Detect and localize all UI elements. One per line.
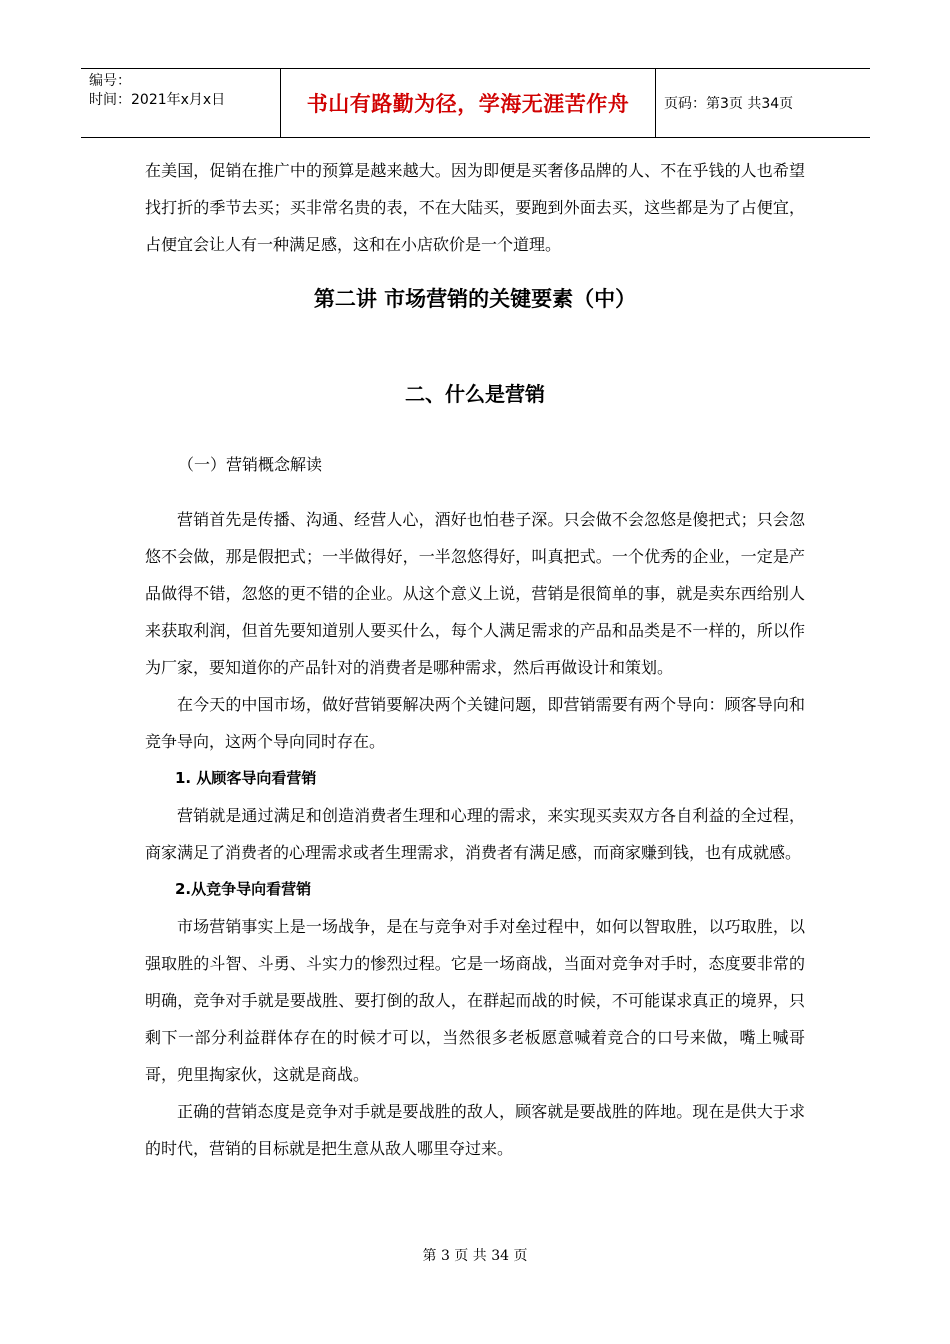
- section-title: 二、什么是营销: [405, 382, 545, 406]
- main-body: [145, 501, 805, 1167]
- document-header: [81, 68, 870, 138]
- header-time-label: 时间：2021年x月x日: [89, 92, 226, 108]
- header-meta: [81, 69, 281, 137]
- header-motto: 书山有路勤为径，学海无涯苦作舟: [281, 69, 656, 137]
- body-paragraph-4: 市场营销事实上是一场战争，是在与竞争对手对垒过程中，如何以智取胜，以巧取胜，以强取胜的斗智、斗勇、斗实力的惨烈过程。它是一场商战，当面对竞争对手时，态度要非常的明确，竞争对手就是要战胜、要打倒的敌人，在群起而战的时候，不可能谋求真正的境界，只剩下一部分利益群体存在的时候才可以，当然很多老板愿意喊着竞合的口号来做，嘴上喊哥哥，兜里掏家伙，这就是商战。: [145, 917, 805, 1084]
- subsection-title: （一）营销概念解读: [178, 455, 323, 474]
- heading-customer-orientation: 1. 从顾客导向看营销: [175, 769, 317, 787]
- heading-competition-orientation: 2.从竞争导向看营销: [175, 880, 312, 898]
- body-paragraph-3: 营销就是通过满足和创造消费者生理和心理的需求，来实现买卖双方各自利益的全过程，商家满足了消费者的心理需求或者生理需求，消费者有满足感，而商家赚到钱，也有成就感。: [145, 806, 805, 862]
- body-paragraph-5: 正确的营销态度是竞争对手就是要战胜的敌人，顾客就是要战胜的阵地。现在是供大于求的时代，营销的目标就是把生意从敌人哪里夺过来。: [145, 1102, 805, 1158]
- header-number-label: 编号：: [89, 73, 131, 89]
- intro-block: [145, 152, 805, 263]
- intro-paragraph: 在美国，促销在推广中的预算是越来越大。因为即便是买奢侈品牌的人、不在乎钱的人也希望找打折的季节去买；买非常名贵的表，不在大陆买，要跑到外面去买，这些都是为了占便宜，占便宜会让人有一种满足感，这和在小店砍价是一个道理。: [145, 161, 805, 254]
- lecture-title: 第二讲 市场营销的关键要素（中）: [313, 287, 637, 311]
- body-paragraph-2: 在今天的中国市场，做好营销要解决两个关键问题，即营销需要有两个导向：顾客导向和竞争导向，这两个导向同时存在。: [145, 695, 805, 751]
- page-footer: 第 3 页 共 34 页: [422, 1248, 528, 1264]
- header-page-info: 页码：第3页 共34页: [664, 96, 794, 112]
- body-paragraph-1: 营销首先是传播、沟通、经营人心，酒好也怕巷子深。只会做不会忽悠是傻把式；只会忽悠不会做，那是假把式；一半做得好，一半忽悠得好，叫真把式。一个优秀的企业，一定是产品做得不错，忽悠的更不错的企业。从这个意义上说，营销是很简单的事，就是卖东西给别人来获取利润，但首先要知道别人要买什么，每个人满足需求的产品和品类是不一样的，所以作为厂家，要知道你的产品针对的消费者是哪种需求，然后再做设计和策划。: [145, 510, 805, 677]
